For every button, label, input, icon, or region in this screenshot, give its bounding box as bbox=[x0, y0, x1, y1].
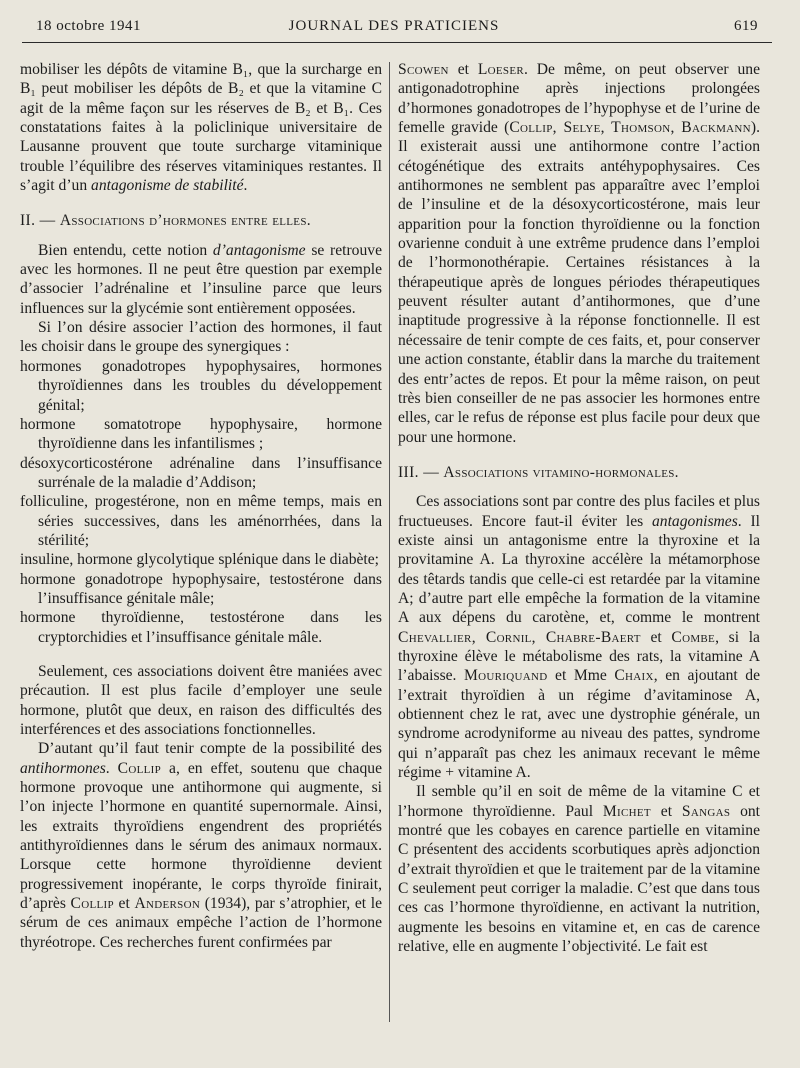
paragraph: D’autant qu’il faut tenir compte de la possibilité des antihormones. Collip a, en effet, soutenu que chaque hormone provoque une antihormone qui augmente, si l’on injecte l’hormone en quantité supernormale. Ainsi, les extraits thyroïdiens engendrent des propriétés antithyroïdiennes dans le sérum des animaux normaux. Lorsque cette hormone thyroïdienne devient progressivement inopérante, le corps thyroïde finirait, d’après Collip et Anderson (1934), par s’atrophier, et le sérum de ces animaux empêche l’action de l’hormone thyréotrope. Ces recherches furent confirmées par bbox=[20, 740, 382, 951]
section-heading: II. — Associations d’hormones entre elles. bbox=[20, 212, 311, 230]
paragraph: Il semble qu’il en soit de même de la vitamine C et l’hormone thyroïdienne. Paul Michet et Sangas ont montré que les cobayes en carence partielle en vitamine C présentent des accidents scorbutiques après adjonction d’extrait thyroïdien et que le traitement par de la vitamine C seulement peut corriger la maladie. C’est que dans tous ces cas l’hormone thyroïdienne, en activant la nutrition, augmente les besoins en vitamine et, en cas de carence relative, elle en augmente l’objectivité. Le fait est bbox=[398, 783, 761, 956]
header-date: 18 octobre 1941 bbox=[36, 18, 141, 34]
list-item: désoxycorticostérone adrénaline dans l’insuffisance surrénale de la maladie d’Addison; bbox=[20, 454, 382, 491]
paragraph: Si l’on désire associer l’action des hormones, il faut les choisir dans le groupe des synergiques : bbox=[20, 319, 382, 356]
list-item: hormones gonadotropes hypophysaires, hormones thyroïdiennes dans les troubles du développement génital; bbox=[20, 357, 382, 414]
journal-title: JOURNAL DES PRATICIENS bbox=[288, 18, 500, 34]
paragraph: mobiliser les dépôts de vitamine B₁, que la surcharge en B₁ peut mobiliser les dépôts de B₂ et que la vitamine C agit de la même façon sur les réserves de B₂ et B₁. Ces constatations faites à la policlinique universitaire de Lausanne prouvent que toute surcharge vitaminique trouble l’équilibre des réserves vitaminiques restantes. Il s’agit d’un antagonisme de stabilité. bbox=[20, 61, 382, 195]
left-column bbox=[20, 60, 382, 952]
paragraph: Scowen et Loeser. De même, on peut observer une antigonadotrophine après injections prolongées d’hormones gonadotropes de l’hypophyse et de l’urine de femelle gravide (Collip, Selye, Thomson, Backmann). Il existerait aussi une antihormone contre l’action cétogénétique des extraits antéhypophysaires. Ces antihormones ne semblent pas apparaître avec l’emploi de l’insuline et de la désoxycorticostérone, mais leur apparition pour la fonction thyroïdienne ou la fonction ovarienne conduit à une extrême prudence dans l’emploi de l’hormonothérapie. Certaines résistances à la thérapeutique après de longues périodes thérapeutiques peuvent résulter autant d’antihormones, que d’une inaptitude progressive à la réponse fonctionnelle. Il est nécessaire de tenir compte de ces faits, et, pour conserver une action constante, établir dans la marche du traitement des entr’actes de repos. Et pour la même raison, on peut très bien conseiller de ne pas associer les hormones entre elles, car le refus de réponse est plus facile pour deux que pour une hormone. bbox=[398, 61, 760, 446]
column-divider bbox=[389, 62, 390, 1022]
paragraph: Seulement, ces associations doivent être maniées avec précaution. Il est plus facile d’employer une seule hormone, plutôt que deux, en raison des difficultés des interférences et des associations fonctionnelles. bbox=[20, 662, 382, 738]
header-rule bbox=[22, 42, 772, 43]
right-column bbox=[398, 60, 760, 956]
paragraph: Ces associations sont par contre des plus faciles et plus fructueuses. Encore faut-il éviter les antagonismes. Il existe ainsi un antagonisme entre la thyroxine et la provitamine A. La thyroxine accélère la métamorphose des têtards tandis que celle-ci est retardée par la vitamine A; d’autre part elle empêche la formation de la vitamine A aux dépens du carotène, et, comme le montrent Chevallier, Cornil, Chabre-Baert et Combe, si la thyroxine élève le métabolisme des rats, la vitamine A l’abaisse. Mouriquand et Mme Chaix, en ajoutant de l’extrait thyroïdien à un régime d’avitaminose A, obtiennent chez le rat, avec une dystrophie générale, un syndrome acrodyniforme au niveau des pattes, syndrome qui n’apparaît pas chez les animaux recevant le même régime + vitamine A. bbox=[398, 493, 760, 782]
page-header bbox=[28, 18, 760, 42]
list-item: folliculine, progestérone, non en même temps, mais en séries successives, dans les aménorrhées, dans la stérilité; bbox=[20, 493, 382, 549]
list-item: hormone somatotrope hypophysaire, hormone thyroïdienne dans les infantilismes ; bbox=[20, 415, 382, 453]
section-heading: III. — Associations vitamino-hormonales. bbox=[398, 463, 679, 481]
list-item: hormone gonadotrope hypophysaire, testostérone dans l’insuffisance génitale mâle; bbox=[20, 570, 382, 607]
list-item: hormone thyroïdienne, testostérone dans les cryptorchidies et l’insuffisance génitale mâle. bbox=[20, 609, 382, 646]
list-item: insuline, hormone glycolytique splénique dans le diabète; bbox=[20, 551, 380, 569]
paragraph: Bien entendu, cette notion d’antagonisme se retrouve avec les hormones. Il ne peut être question par exemple d’associer l’adrénaline et l’insuline parce que leurs influences sur la glycémie sont entièrement opposées. bbox=[20, 241, 382, 317]
page-number: 619 bbox=[734, 18, 758, 34]
